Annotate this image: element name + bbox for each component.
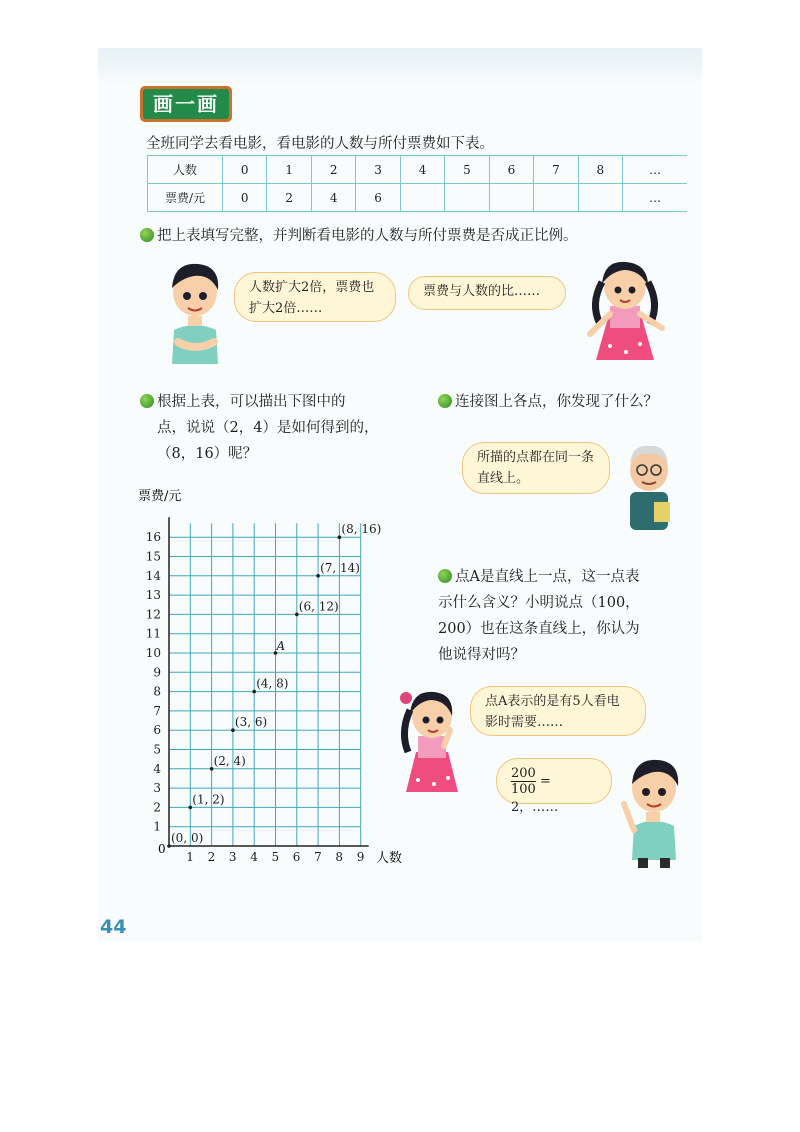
y-tick-label: 8 (153, 684, 161, 699)
question-4-line: 示什么含义？小明说点（100， (438, 595, 640, 611)
table-cell: … (623, 184, 687, 212)
y-tick-label: 11 (145, 626, 161, 641)
data-point-label: (3, 6) (234, 715, 268, 730)
x-tick-label: 1 (186, 850, 194, 864)
y-tick-label: 15 (145, 549, 161, 564)
fraction-rest: = 2，…… (511, 774, 559, 815)
table-cell: 2 (311, 156, 355, 184)
table-cell: … (623, 156, 687, 184)
table-cell: 3 (356, 156, 400, 184)
table-cell: 6 (356, 184, 400, 212)
chart-tick-labels (146, 530, 365, 864)
y-tick-label: 16 (145, 530, 161, 545)
intro-text: 全班同学去看电影，看电影的人数与所付票费如下表。 (146, 136, 494, 152)
x-tick-label: 2 (207, 850, 216, 864)
table-cell: 1 (267, 156, 311, 184)
data-point-label: (0, 0) (171, 831, 204, 845)
x-tick-label: 5 (271, 850, 280, 864)
y-tick-label: 6 (153, 723, 161, 738)
table-cell: 7 (534, 156, 578, 184)
data-point-label: (1, 2) (192, 792, 225, 807)
x-tick-label: 4 (250, 850, 258, 864)
data-point-label: (2, 4) (213, 753, 246, 768)
y-axis-label: 票费/元 (138, 489, 182, 504)
fraction-denominator: 100 (511, 782, 536, 797)
question-1-text: 把上表填写完整，并判断看电影的人数与所付票费是否成正比例。 (157, 228, 578, 244)
question-2-line: （8，16）呢？ (157, 446, 258, 462)
fraction-numerator: 200 (511, 766, 536, 781)
page-number: 44 (100, 916, 127, 938)
y-tick-label: 2 (153, 800, 161, 815)
table-cell: 6 (489, 156, 533, 184)
question-2-line: 点，说说（2，4）是如何得到的， (157, 420, 379, 436)
x-tick-label: 3 (228, 850, 237, 864)
table-cell: 0 (223, 156, 267, 184)
question-2-text-1: 根据上表，可以描出下图中的 (157, 394, 346, 410)
y-tick-label: 9 (153, 665, 161, 680)
table-cell: 5 (445, 156, 489, 184)
question-4-line: 他说得对吗？ (438, 647, 525, 663)
x-tick-label: 7 (314, 850, 322, 864)
section-title: 画一画 (143, 89, 229, 119)
question-4-line: 200）也在这条直线上，你认为 (438, 621, 640, 637)
x-tick-label: 9 (356, 850, 365, 864)
y-tick-label: 5 (153, 742, 161, 757)
data-point-label: (6, 12) (298, 599, 339, 614)
table-header-people: 人数 (148, 156, 223, 184)
y-tick-label: 3 (153, 781, 161, 796)
table-cell: 4 (311, 184, 355, 212)
data-point-label: A (276, 639, 286, 653)
table-cell: 4 (400, 156, 444, 184)
table-cell: 0 (223, 184, 267, 212)
data-point-label: (4, 8) (256, 676, 289, 691)
speech-bubble-teacher: 所描的点都在同一条直线上。 (462, 442, 610, 494)
x-tick-label: 8 (335, 850, 344, 864)
x-axis-label: 人数 (376, 851, 403, 866)
y-tick-label: 4 (153, 761, 161, 776)
y-tick-label: 7 (153, 703, 161, 718)
y-tick-label: 12 (145, 607, 161, 622)
question-3-text: 连接图上各点，你发现了什么？ (455, 394, 658, 410)
table-cell: 2 (267, 184, 311, 212)
question-4-text-1: 点A是直线上一点，这一点表 (455, 569, 640, 585)
y-tick-label: 14 (145, 568, 161, 583)
speech-bubble-boy-1: 人数扩大2倍，票费也扩大2倍…… (234, 272, 396, 322)
y-tick-label: 1 (153, 819, 161, 834)
chart-points (167, 522, 381, 848)
y-tick-label: 10 (145, 646, 161, 660)
speech-bubble-girl-2: 点A表示的是有5人看电影时需要…… (470, 686, 646, 736)
y-tick-label: 13 (145, 588, 161, 603)
data-point-label: (8, 16) (341, 522, 382, 537)
x-tick-label: 6 (292, 850, 301, 864)
table-cell: 8 (578, 156, 622, 184)
speech-bubble-girl-1: 票费与人数的比…… (408, 276, 566, 310)
origin-label: 0 (158, 842, 166, 856)
table-header-fee: 票费/元 (148, 184, 223, 212)
data-point-label: (7, 14) (320, 560, 361, 575)
